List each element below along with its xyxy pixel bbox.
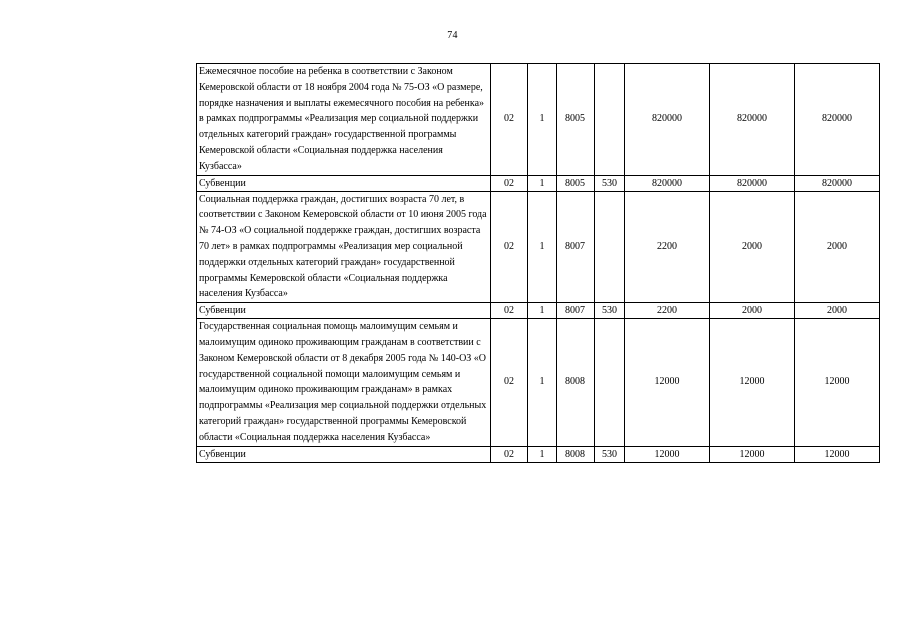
amount-cell-1: 820000 [625, 64, 710, 176]
row-description: Социальная поддержка граждан, достигших возраста 70 лет, в соответствии с Законом Кемеровской области от 10 июня 2005 года № 74-ОЗ «О социальной поддержке граждан, достигших возраста 70 лет» в рамках подпрограммы «Реализация мер социальной поддержки отдельных категорий граждан» государственной программы Кемеровской области «Социальная поддержка населения Кузбасса» [197, 191, 491, 303]
expense-type-cell: 530 [595, 175, 625, 191]
amount-cell-1: 12000 [625, 319, 710, 446]
amount-cell-3: 820000 [795, 64, 880, 176]
amount-cell-2: 820000 [710, 64, 795, 176]
amount-cell-2: 12000 [710, 319, 795, 446]
code-cell: 8008 [557, 446, 595, 462]
amount-cell-2: 2000 [710, 303, 795, 319]
amount-cell-1: 2200 [625, 191, 710, 303]
amount-cell-3: 12000 [795, 446, 880, 462]
section-cell: 02 [491, 319, 528, 446]
subprogram-cell: 1 [528, 64, 557, 176]
code-cell: 8005 [557, 175, 595, 191]
amount-cell-3: 820000 [795, 175, 880, 191]
amount-cell-1: 820000 [625, 175, 710, 191]
row-description: Государственная социальная помощь малоимущим семьям и малоимущим одиноко проживающим гражданам в соответствии с Законом Кемеровской области от 8 декабря 2005 года № 140-ОЗ «О государственной социальной помощи малоимущим семьям и малоимущим одиноко проживающим гражданам» в рамках подпрограммы «Реализация мер социальной поддержки отдельных категорий граждан» государственной программы Кемеровской области «Социальная поддержка населения Кузбасса» [197, 319, 491, 446]
row-description: Субвенции [197, 175, 491, 191]
expense-type-cell [595, 191, 625, 303]
code-cell: 8008 [557, 319, 595, 446]
table-row [197, 303, 880, 319]
amount-cell-2: 820000 [710, 175, 795, 191]
code-cell: 8007 [557, 191, 595, 303]
expense-type-cell: 530 [595, 446, 625, 462]
amount-cell-1: 2200 [625, 303, 710, 319]
table-row [197, 319, 880, 446]
row-description: Субвенции [197, 446, 491, 462]
subprogram-cell: 1 [528, 319, 557, 446]
amount-cell-2: 12000 [710, 446, 795, 462]
table-row [197, 191, 880, 303]
subprogram-cell: 1 [528, 191, 557, 303]
table-row [197, 446, 880, 462]
amount-cell-3: 2000 [795, 303, 880, 319]
amount-cell-3: 2000 [795, 191, 880, 303]
row-description: Ежемесячное пособие на ребенка в соответствии с Законом Кемеровской области от 18 ноября 2004 года № 75-ОЗ «О размере, порядке назначения и выплаты ежемесячного пособия на ребенка» в рамках подпрограммы «Реализация мер социальной поддержки отдельных категорий граждан» государственной программы Кемеровской области «Социальная поддержка населения Кузбасса» [197, 64, 491, 176]
section-cell: 02 [491, 191, 528, 303]
code-cell: 8007 [557, 303, 595, 319]
expense-type-cell [595, 319, 625, 446]
amount-cell-3: 12000 [795, 319, 880, 446]
amount-cell-2: 2000 [710, 191, 795, 303]
amount-cell-1: 12000 [625, 446, 710, 462]
code-cell: 8005 [557, 64, 595, 176]
table-row [197, 175, 880, 191]
expense-type-cell: 530 [595, 303, 625, 319]
subprogram-cell: 1 [528, 446, 557, 462]
subprogram-cell: 1 [528, 175, 557, 191]
section-cell: 02 [491, 446, 528, 462]
budget-table [196, 63, 880, 463]
row-description: Субвенции [197, 303, 491, 319]
subprogram-cell: 1 [528, 303, 557, 319]
page-number: 74 [447, 30, 458, 41]
section-cell: 02 [491, 64, 528, 176]
section-cell: 02 [491, 303, 528, 319]
table-row [197, 64, 880, 176]
section-cell: 02 [491, 175, 528, 191]
expense-type-cell [595, 64, 625, 176]
